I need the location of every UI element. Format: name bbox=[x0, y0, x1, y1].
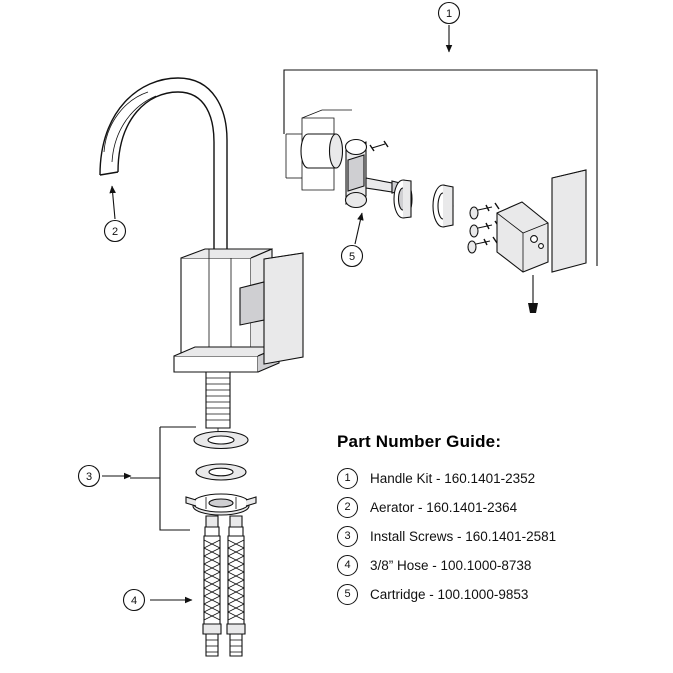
supply-hoses bbox=[203, 516, 245, 656]
set-screw bbox=[370, 141, 388, 151]
screws bbox=[468, 203, 499, 253]
legend-item-4 bbox=[337, 551, 657, 580]
callout-3-group bbox=[79, 466, 132, 487]
legend-label-4: 3/8” Hose - 100.1000-8738 bbox=[370, 558, 532, 573]
handle-assembly-detail bbox=[286, 110, 586, 313]
retaining-ring bbox=[394, 180, 412, 218]
legend-item-2 bbox=[337, 493, 657, 522]
hose-right bbox=[227, 516, 245, 656]
part-number-guide bbox=[337, 432, 657, 609]
callout-5-label: 5 bbox=[348, 251, 356, 263]
legend-item-1 bbox=[337, 464, 657, 493]
legend-title: Part Number Guide: bbox=[337, 432, 502, 451]
legend-bullet-4: 4 bbox=[337, 555, 358, 576]
faucet-body bbox=[174, 249, 303, 372]
legend-label-2: Aerator - 160.1401-2364 bbox=[370, 500, 518, 515]
callout-4-label: 4 bbox=[130, 595, 138, 607]
legend-bullet-2: 2 bbox=[337, 497, 358, 518]
washer-lower bbox=[196, 464, 246, 480]
legend-label-1: Handle Kit - 160.1401-2352 bbox=[370, 471, 536, 486]
spout bbox=[100, 78, 227, 258]
callout-3-label: 3 bbox=[85, 471, 93, 483]
callout-4-group bbox=[124, 590, 193, 611]
legend-bullet-5: 5 bbox=[337, 584, 358, 605]
mounting-nut bbox=[186, 494, 256, 515]
callout-1-label: 1 bbox=[445, 8, 453, 20]
install-screws-stack bbox=[130, 427, 256, 530]
handle-block bbox=[497, 202, 548, 272]
callout-2-group bbox=[105, 186, 126, 242]
callout-1-group bbox=[439, 3, 460, 53]
hose-left bbox=[203, 516, 221, 656]
legend-bullet-3: 3 bbox=[337, 526, 358, 547]
callout-5-group bbox=[342, 213, 363, 267]
legend-label-3: Install Screws - 160.1401-2581 bbox=[370, 529, 557, 544]
legend-item-5 bbox=[337, 580, 657, 609]
washer-upper bbox=[194, 432, 248, 449]
handle-lever bbox=[552, 170, 586, 272]
legend-item-3 bbox=[337, 522, 657, 551]
handle-bottom-screw bbox=[528, 275, 538, 313]
legend-bullet-1: 1 bbox=[337, 468, 358, 489]
legend-label-5: Cartridge - 100.1000-9853 bbox=[370, 587, 529, 602]
callout-2-label: 2 bbox=[111, 226, 119, 238]
escutcheon-ring bbox=[433, 185, 453, 227]
